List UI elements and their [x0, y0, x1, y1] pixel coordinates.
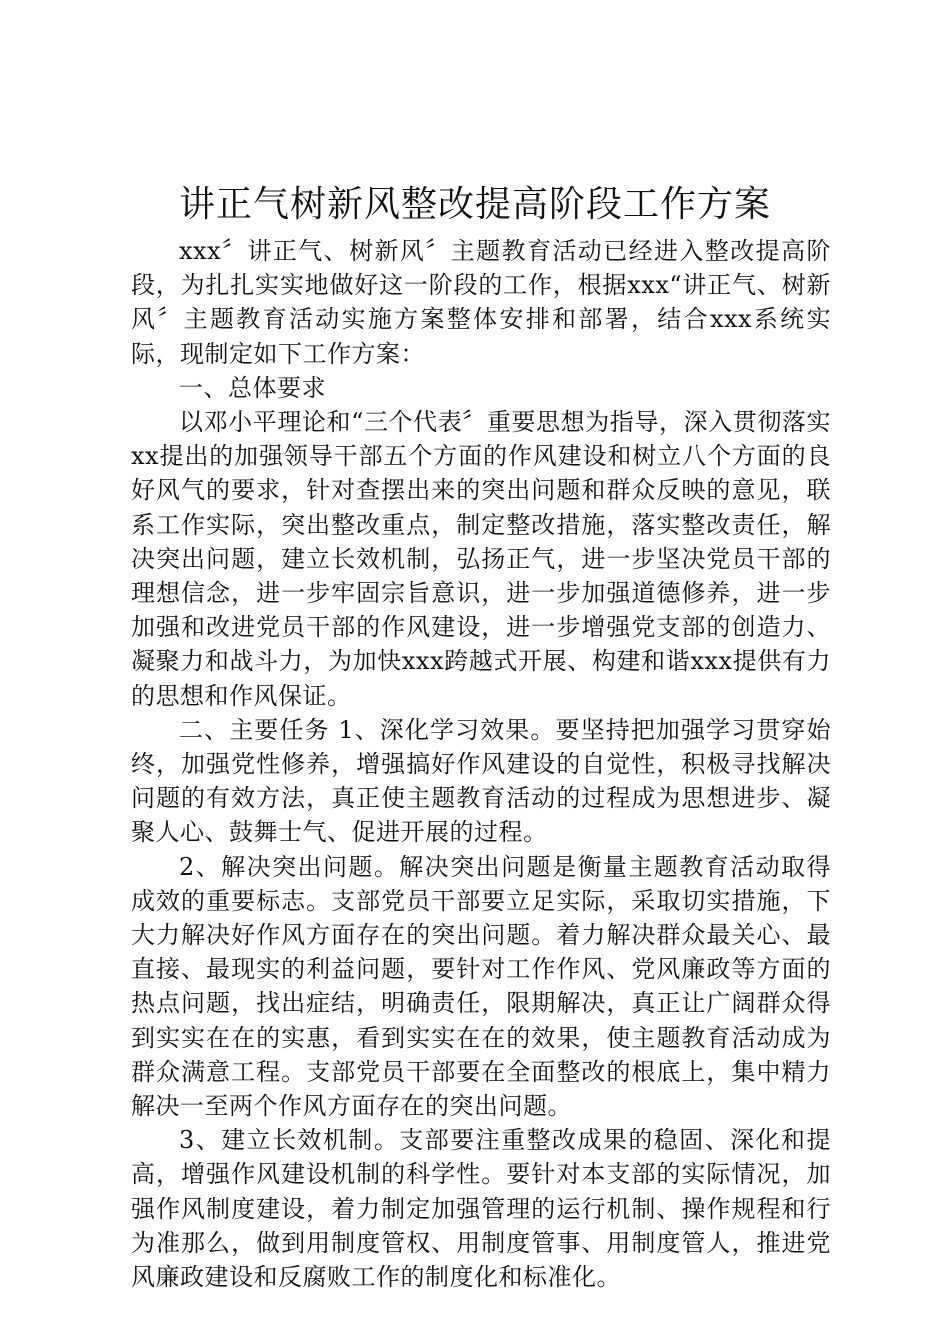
heading-general-requirements: 一、总体要求	[179, 373, 326, 402]
document-body	[131, 234, 831, 1294]
paragraph-main-tasks-3: 3、建立长效机制。支部要注重整改成果的稳固、深化和提高，增强作风建设机制的科学性。要针对本支部的实际情况，加强作风制度建设，着力制定加强管理的运行机制、操作规程和行为准那么，做到用制度管权、用制度管事、用制度管人，推进党风廉政建设和反腐败工作的制度化和标准化。	[131, 1126, 831, 1292]
paragraph-intro: xxx〞讲正气、树新风〞主题教育活动已经进入整改提高阶段，为扎扎实实地做好这一阶段的工作，根据xxx“讲正气、树新风〞主题教育活动实施方案整体安排和部署，结合xxx系统实际，现制定如下工作方案：	[131, 237, 831, 368]
document-title: 讲正气树新风整改提高阶段工作方案	[178, 184, 771, 225]
paragraph-general-requirements: 以邓小平理论和“三个代表〞重要思想为指导，深入贯彻落实xx提出的加强领导干部五个方面的作风建设和树立八个方面的良好风气的要求，针对查摆出来的突出问题和群众反映的意见，联系工作实际，突出整改重点，制定整改措施，落实整改责任，解决突出问题，建立长效机制，弘扬正气，进一步坚决党员干部的理想信念，进一步牢固宗旨意识，进一步加强道德修养，进一步加强和改进党员干部的作风建设，进一步增强党支部的创造力、凝聚力和战斗力，为加快xxx跨越式开展、构建和谐xxx提供有力的思想和作风保证。	[131, 408, 831, 710]
paragraph-main-tasks-2: 2、解决突出问题。解决突出问题是衡量主题教育活动取得成效的重要标志。支部党员干部要立足实际，采取切实措施，下大力解决好作风方面存在的突出问题。着力解决群众最关心、最直接、最现实的利益问题，要针对工作作风、党风廉政等方面的热点问题，找出症结，明确责任，限期解决，真正让广阔群众得到实实在在的实惠，看到实实在在的效果，使主题教育活动成为群众满意工程。支部党员干部要在全面整改的根底上，集中精力解决一至两个作风方面存在的突出问题。	[131, 852, 831, 1121]
paragraph-main-tasks-1: 二、主要任务 1、深化学习效果。要坚持把加强学习贯穿始终，加强党性修养，增强搞好作风建设的自觉性，积极寻找解决问题的有效方法，真正使主题教育活动的过程成为思想进步、凝聚人心、鼓舞士气、促进开展的过程。	[131, 715, 831, 847]
